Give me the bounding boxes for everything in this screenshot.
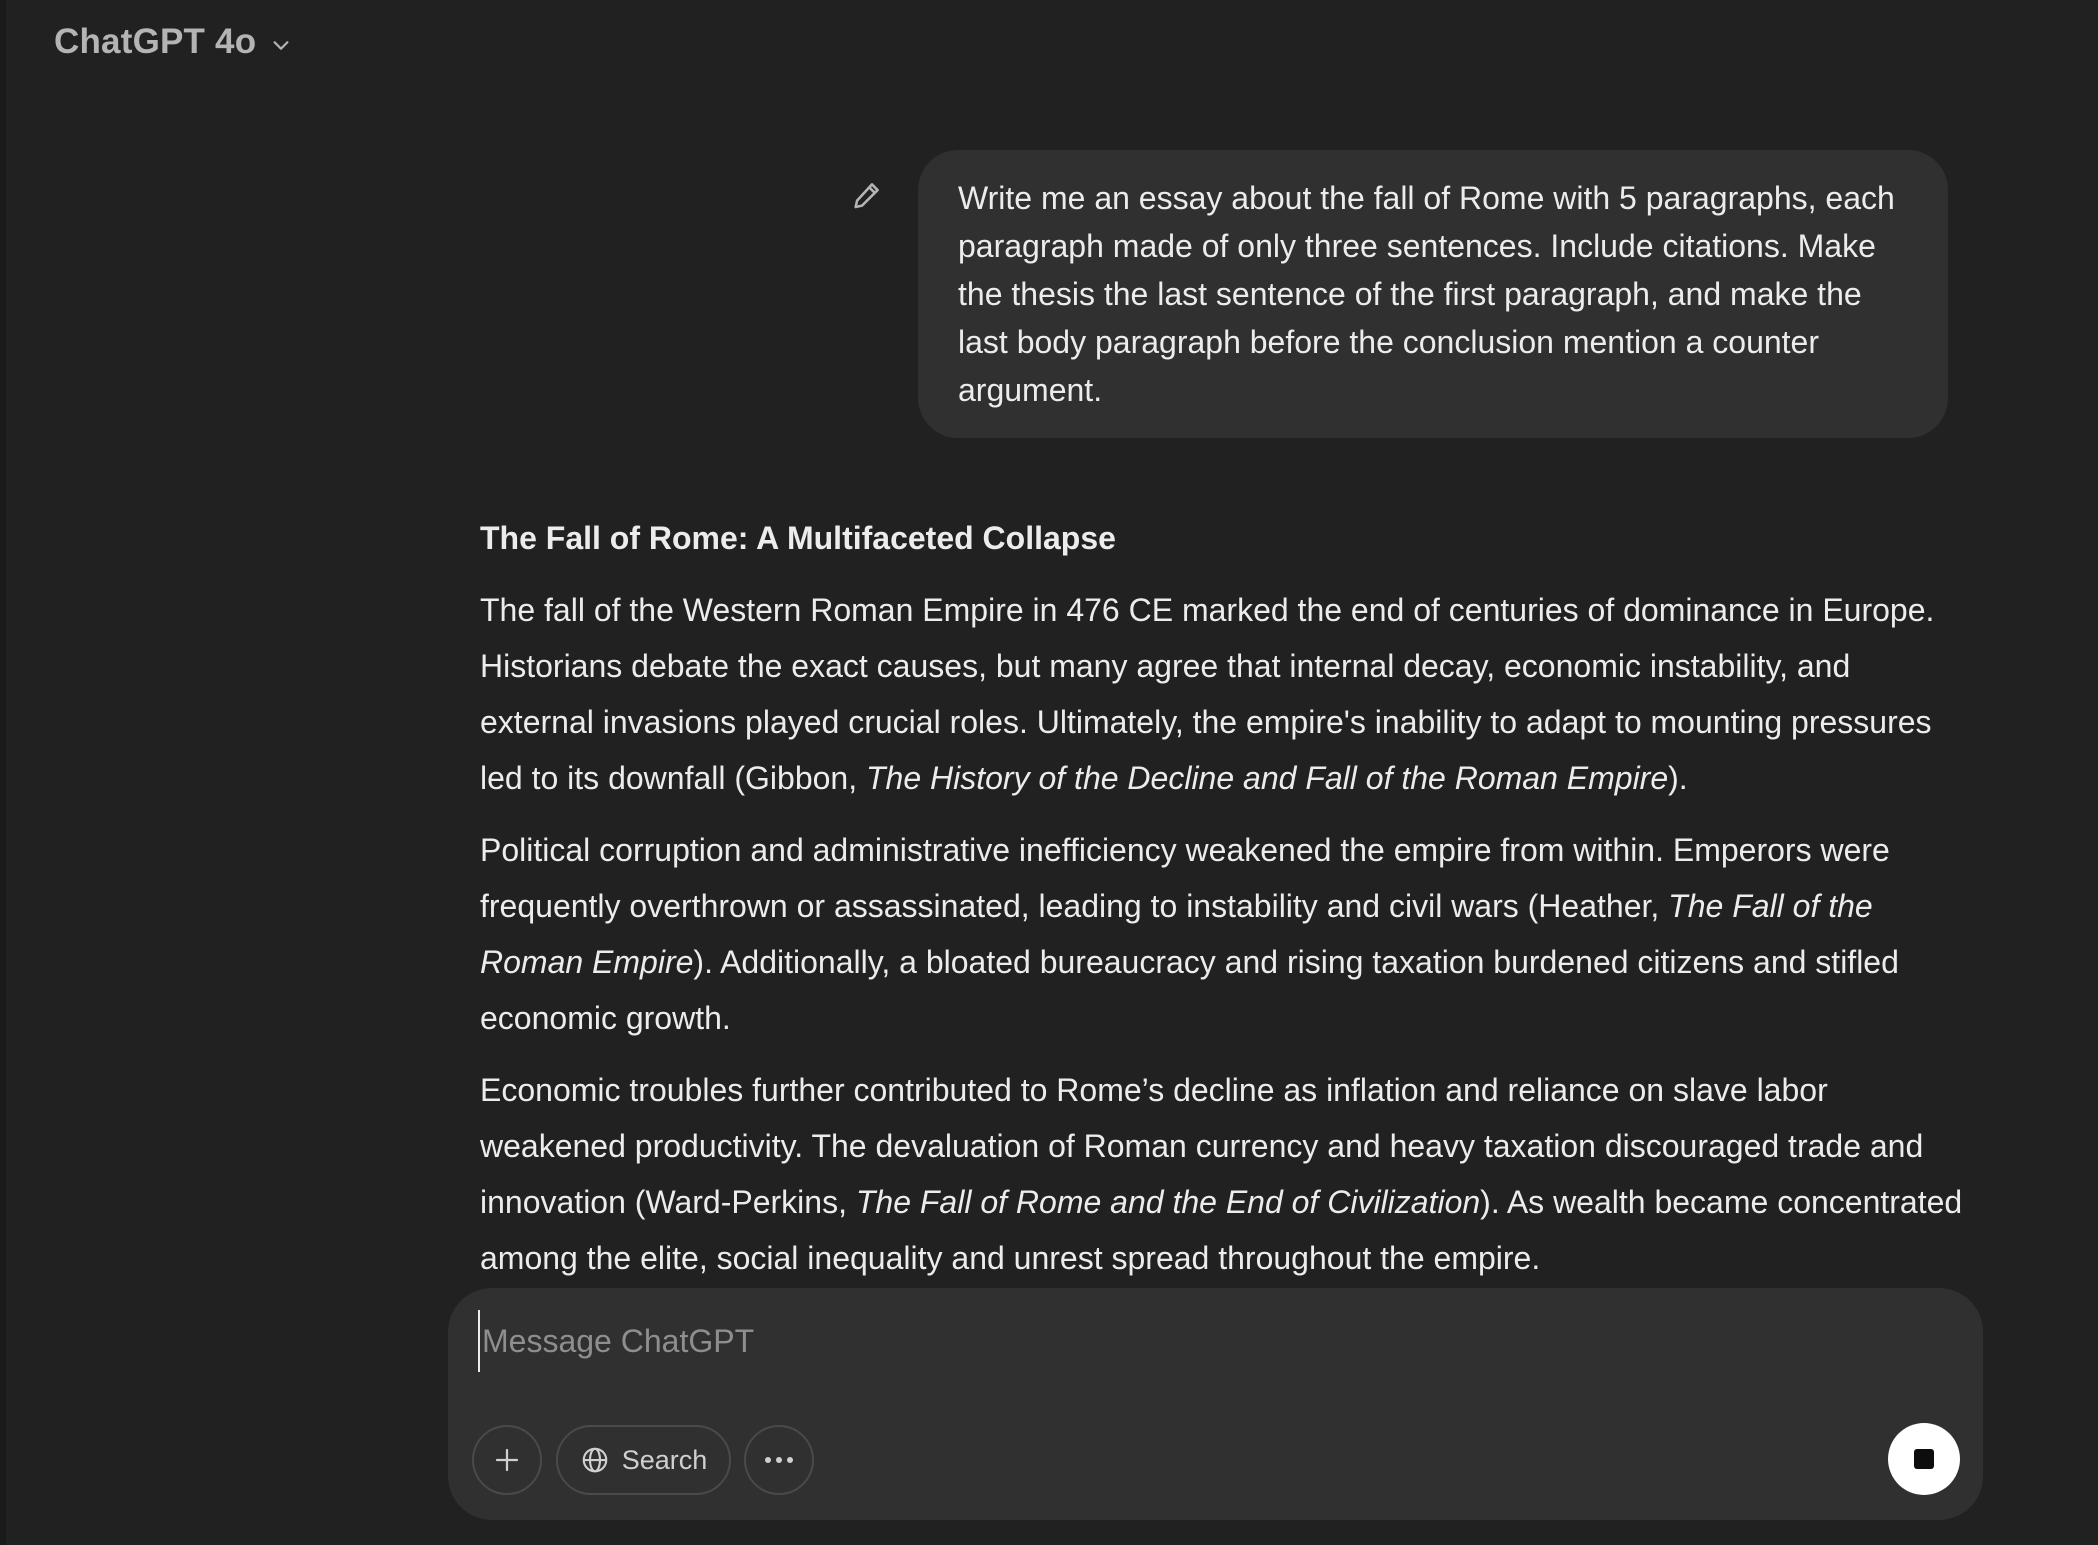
citation-title: The History of the Decline and Fall of the Roman Empire <box>865 760 1669 796</box>
essay-title: The Fall of Rome: A Multifaceted Collapse <box>480 520 1116 556</box>
message-composer <box>448 1288 1983 1520</box>
paragraph-text: The fall of the Western Roman Empire in 476 CE marked the end of centuries of dominance in Europe. Historians debate the exact causes, but many agree that internal decay, economic instability, and external invasions played crucial roles. Ultimately, the empire's inability to adapt to mounting pressures led to its downfall (Gibbon, <box>480 592 1935 796</box>
essay-paragraph-3 <box>480 1062 1970 1286</box>
chevron-down-icon <box>270 34 292 56</box>
attach-button[interactable] <box>472 1425 542 1495</box>
globe-icon <box>580 1445 610 1475</box>
paragraph-text: ). Additionally, a bloated bureaucracy and rising taxation burdened citizens and stifled economic growth. <box>480 944 1899 1036</box>
search-button[interactable] <box>556 1425 731 1495</box>
message-input[interactable] <box>478 1310 1934 1372</box>
essay-paragraph-2 <box>480 822 1970 1046</box>
more-options-button[interactable] <box>744 1425 814 1495</box>
paragraph-text: ). As wealth became concentrated among the elite, social inequality and unrest spread throughout the empire. <box>480 1184 1963 1276</box>
paragraph-text: Economic troubles further contributed to Rome’s decline as inflation and reliance on slave labor weakened productivity. The devaluation of Roman currency and heavy taxation discouraged trade and innovation (Ward-Perkins, <box>480 1072 1924 1220</box>
model-name: ChatGPT 4o <box>54 22 257 61</box>
plus-icon <box>492 1445 522 1475</box>
paragraph-text: ). <box>1668 760 1688 796</box>
stop-generating-button[interactable] <box>1888 1423 1960 1495</box>
model-selector[interactable] <box>54 22 292 62</box>
pencil-icon[interactable] <box>850 178 884 212</box>
user-message-row <box>850 150 1952 438</box>
stop-icon <box>1914 1449 1934 1469</box>
search-label: Search <box>621 1444 708 1475</box>
paragraph-text: Political corruption and administrative inefficiency weakened the empire from within. Emperors were frequently overthrown or assassinated, leading to instability and civil wars (Heather, <box>480 832 1890 924</box>
ellipsis-icon <box>763 1455 795 1465</box>
sidebar-edge <box>0 0 6 1545</box>
assistant-response <box>480 510 1970 1302</box>
citation-title: The Fall of Rome and the End of Civilization <box>855 1184 1481 1220</box>
essay-paragraph-1 <box>480 582 1970 806</box>
citation-title: The Fall of the Roman Empire <box>480 888 1873 980</box>
user-message: Write me an essay about the fall of Rome with 5 paragraphs, each paragraph made of only three sentences. Include citations. Make the thesis the last sentence of the first paragraph, and make the last body paragraph before the conclusion mention a counter argument. <box>918 150 1948 438</box>
